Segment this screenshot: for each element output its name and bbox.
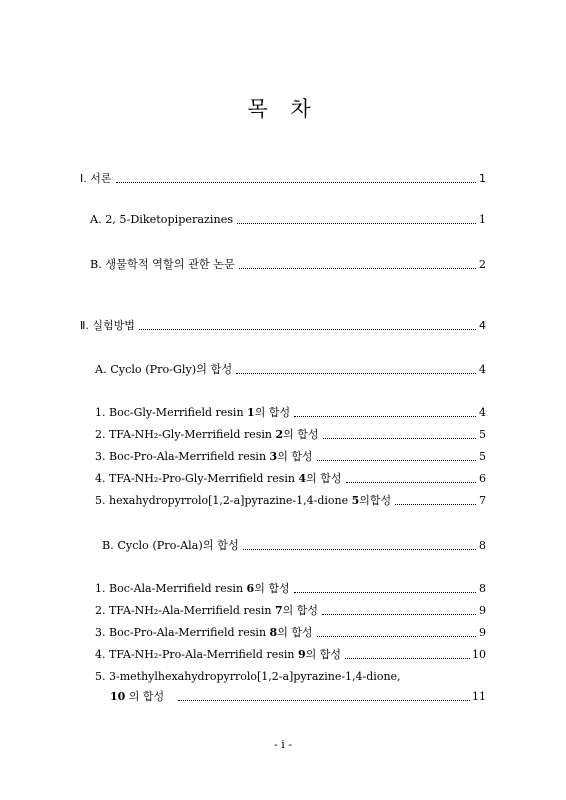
dot-leader <box>294 592 476 593</box>
toc-label: 2. TFA-NH₂-Gly-Merrifield resin <box>95 428 276 441</box>
dot-leader <box>346 482 477 483</box>
toc-label: 3. Boc-Pro-Ala-Merrifield resin <box>95 626 270 639</box>
compound-number: 4 <box>298 472 307 485</box>
page-footer: - i - <box>274 738 292 751</box>
toc-label-suffix: 의 합성 <box>283 428 319 441</box>
compound-number: 10 <box>110 690 126 703</box>
toc-entry <box>95 448 486 464</box>
toc-entry <box>102 537 486 553</box>
toc-entry <box>80 317 486 333</box>
toc-page: 4 <box>478 363 486 376</box>
toc-label-suffix: 의 합성 <box>277 450 313 463</box>
dot-leader <box>139 329 476 330</box>
toc-label: A. Cyclo (Pro-Gly)의 합성 <box>95 363 233 376</box>
toc-label: B. Cyclo (Pro-Ala)의 합성 <box>102 539 239 552</box>
toc-page: 5 <box>479 450 486 463</box>
toc-page: 8 <box>479 582 486 595</box>
toc-label: Ⅰ. 서론 <box>80 172 112 185</box>
page-title: 목 차 <box>247 97 319 121</box>
toc-label: 4. TFA-NH₂-Pro-Gly-Merrifield resin <box>95 472 299 485</box>
toc-entry <box>95 646 486 662</box>
compound-number: 3 <box>269 450 278 463</box>
toc-page: 1 <box>478 213 486 226</box>
toc-label-suffix: 의 합성 <box>254 406 291 419</box>
toc-entry <box>95 668 401 684</box>
toc-entry <box>95 624 486 640</box>
toc-label: 2. TFA-NH₂-Ala-Merrifield resin <box>95 604 275 617</box>
toc-label: 5. 3-methylhexahydropyrrolo[1,2-a]pyrazine-1,4-dione, <box>95 670 401 683</box>
dot-leader <box>237 223 476 224</box>
toc-entry-continuation <box>110 688 486 704</box>
toc-page: 8 <box>478 539 486 552</box>
toc-label-suffix: 의 합성 <box>277 626 313 639</box>
toc-page: 10 <box>472 648 486 661</box>
toc-label-suffix: 의 합성 <box>306 472 342 485</box>
toc-entry <box>95 361 486 377</box>
toc-label: B. 생물학적 역할의 관한 논문 <box>90 258 235 271</box>
toc-page: 4 <box>479 319 486 332</box>
toc-entry <box>95 426 486 442</box>
toc-label-suffix: 의합성 <box>359 494 392 507</box>
toc-page: 2 <box>478 258 486 271</box>
dot-leader <box>239 268 476 269</box>
toc-page: 4 <box>479 406 486 419</box>
toc-label-suffix: 의 합성 <box>305 648 341 661</box>
compound-number: 9 <box>297 648 306 661</box>
dot-leader <box>322 614 476 615</box>
toc-entry <box>95 404 486 420</box>
toc-entry <box>95 580 486 596</box>
toc-page: 5 <box>479 428 486 441</box>
toc-label: A. 2, 5-Diketopiperazines <box>90 213 234 226</box>
dot-leader <box>294 416 476 417</box>
compound-number: 7 <box>274 604 283 617</box>
compound-number: 5 <box>351 494 360 507</box>
toc-label: 1. Boc-Gly-Merrifield resin <box>95 406 248 419</box>
compound-number: 2 <box>275 428 284 441</box>
dot-leader <box>116 182 477 183</box>
toc-label-suffix: 의 합성 <box>125 690 165 703</box>
dot-leader <box>236 373 476 374</box>
toc-page: 9 <box>479 626 486 639</box>
toc-entry <box>95 492 486 508</box>
toc-label: 5. hexahydropyrrolo[1,2-a]pyrazine-1,4-dione <box>95 494 352 507</box>
dot-leader <box>243 549 476 550</box>
toc-label: Ⅱ. 실험방법 <box>80 319 135 332</box>
toc-label-suffix: 의 합성 <box>254 582 290 595</box>
toc-entry <box>95 470 486 486</box>
toc-label: 3. Boc-Pro-Ala-Merrifield resin <box>95 450 270 463</box>
toc-page: 1 <box>479 172 486 185</box>
compound-number: 8 <box>269 626 278 639</box>
toc-entry <box>90 211 486 227</box>
dot-leader <box>395 504 476 505</box>
compound-number: 1 <box>247 406 255 419</box>
toc-entry <box>90 256 486 272</box>
toc-page: 11 <box>472 690 486 703</box>
dot-leader <box>317 460 476 461</box>
dot-leader <box>317 636 476 637</box>
dot-leader <box>178 700 470 701</box>
toc-page: 6 <box>479 472 486 485</box>
toc-label: 1. Boc-Ala-Merrifield resin <box>95 582 247 595</box>
dot-leader <box>323 438 477 439</box>
compound-number: 6 <box>246 582 255 595</box>
toc-page: 9 <box>479 604 486 617</box>
toc-label: 4. TFA-NH₂-Pro-Ala-Merrifield resin <box>95 648 298 661</box>
toc-entry <box>95 602 486 618</box>
toc-label-suffix: 의 합성 <box>282 604 319 617</box>
dot-leader <box>345 658 470 659</box>
toc-page: 7 <box>479 494 486 507</box>
toc-entry <box>80 170 486 186</box>
